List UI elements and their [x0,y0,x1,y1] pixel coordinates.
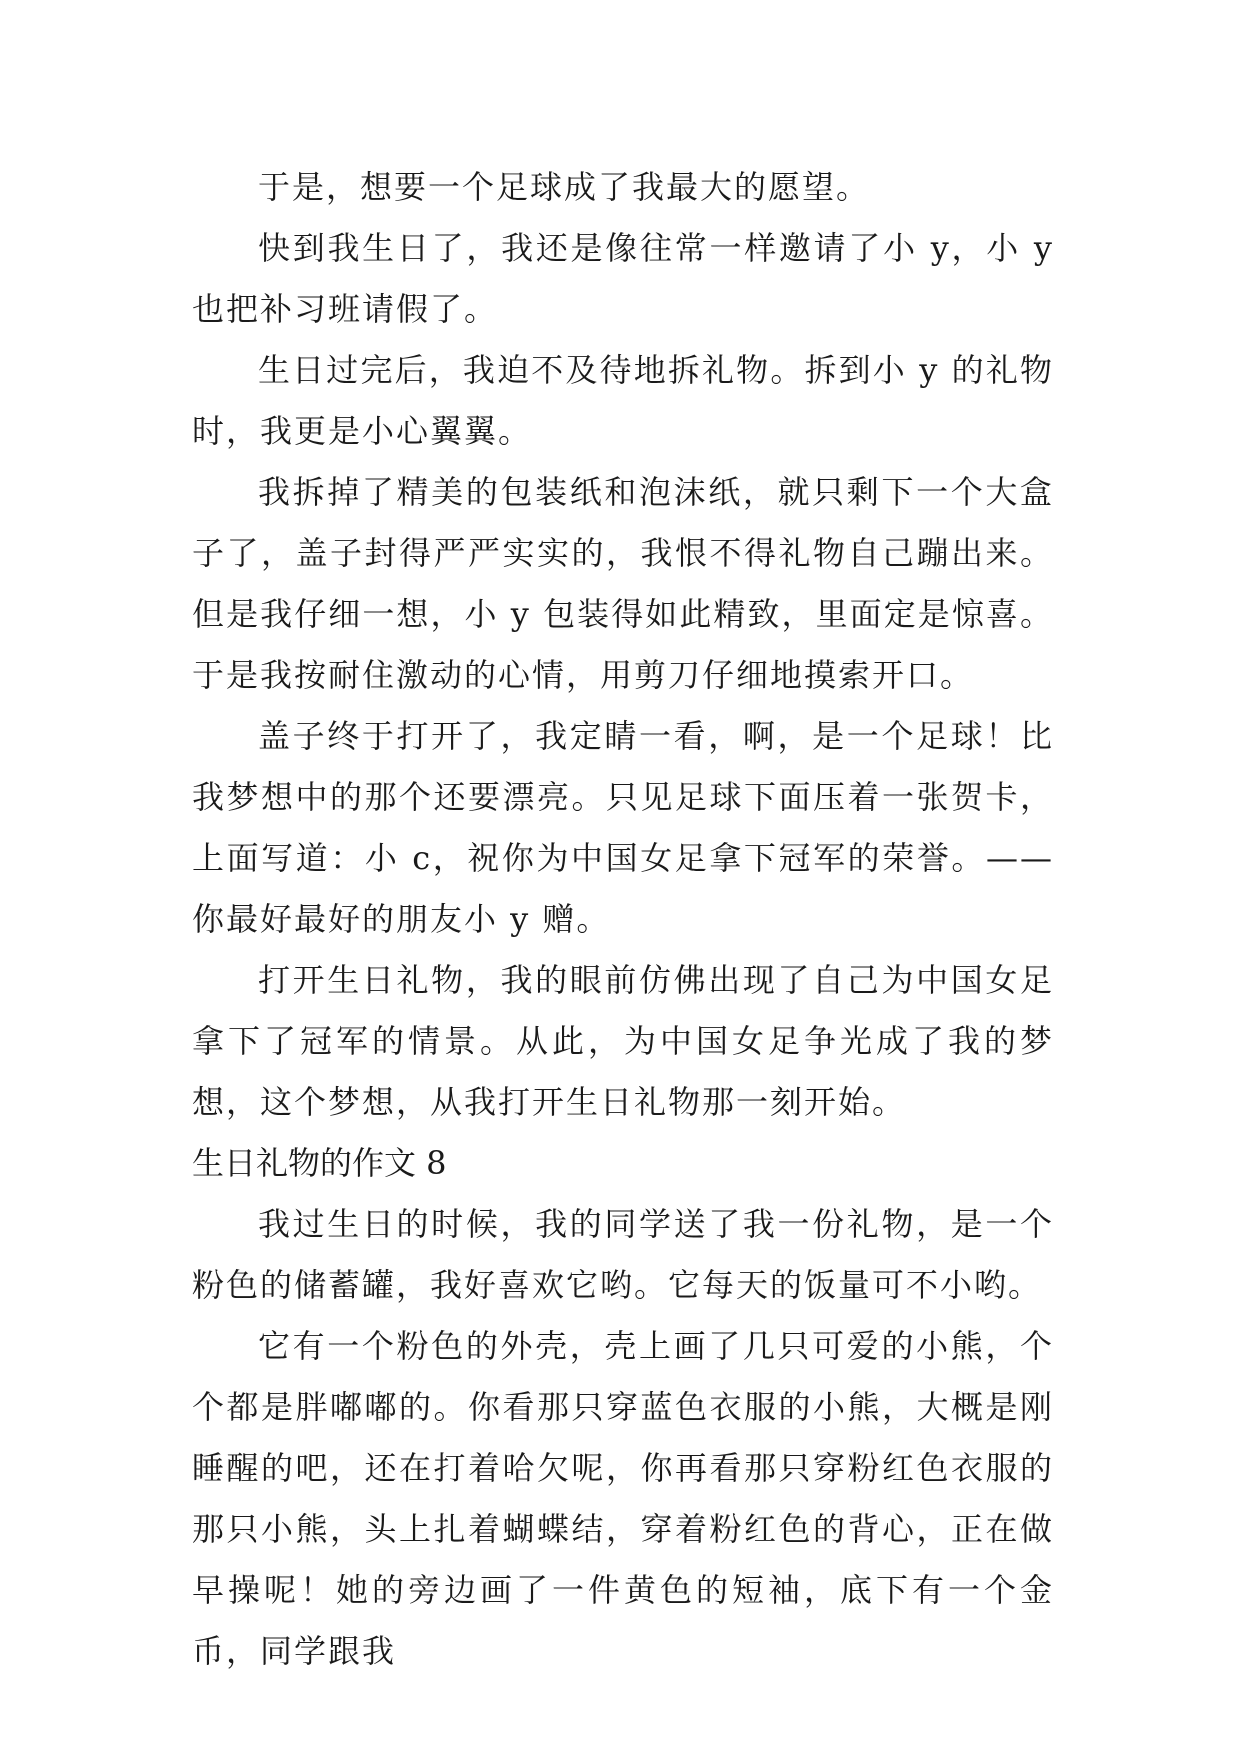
essay-body [192,157,1054,1682]
paragraph: 快到我生日了，我还是像往常一样邀请了小 y，小 y 也把补习班请假了。 [192,229,1054,328]
paragraph: 我拆掉了精美的包装纸和泡沫纸，就只剩下一个大盒子了，盖子封得严严实实的，我恨不得礼物自己蹦出来。但是我仔细一想，小 y 包装得如此精致，里面定是惊喜。于是我按耐住激动的心情，用剪刀仔细地摸索开口。 [192,473,1054,694]
paragraph: 我过生日的时候，我的同学送了我一份礼物，是一个粉色的储蓄罐，我好喜欢它哟。它每天的饭量可不小哟。 [192,1205,1054,1304]
paragraph: 生日过完后，我迫不及待地拆礼物。拆到小 y 的礼物时，我更是小心翼翼。 [192,351,1054,450]
paragraph: 于是，想要一个足球成了我最大的愿望。 [258,168,871,206]
paragraph: 打开生日礼物，我的眼前仿佛出现了自己为中国女足拿下了冠军的情景。从此，为中国女足争光成了我的梦想，这个梦想，从我打开生日礼物那一刻开始。 [192,961,1054,1121]
paragraph: 盖子终于打开了，我定睛一看，啊，是一个足球！比我梦想中的那个还要漂亮。只见足球下面压着一张贺卡，上面写道：小 c，祝你为中国女足拿下冠军的荣誉。——你最好最好的朋友小 y 赠。 [192,717,1054,938]
paragraph: 它有一个粉色的外壳，壳上画了几只可爱的小熊，个个都是胖嘟嘟的。你看那只穿蓝色衣服的小熊，大概是刚睡醒的吧，还在打着哈欠呢，你再看那只穿粉红色衣服的那只小熊，头上扎着蝴蝶结，穿着粉红色的背心，正在做早操呢！她的旁边画了一件黄色的短袖，底下有一个金币，同学跟我 [192,1327,1054,1670]
section-heading: 生日礼物的作文 8 [192,1144,447,1182]
